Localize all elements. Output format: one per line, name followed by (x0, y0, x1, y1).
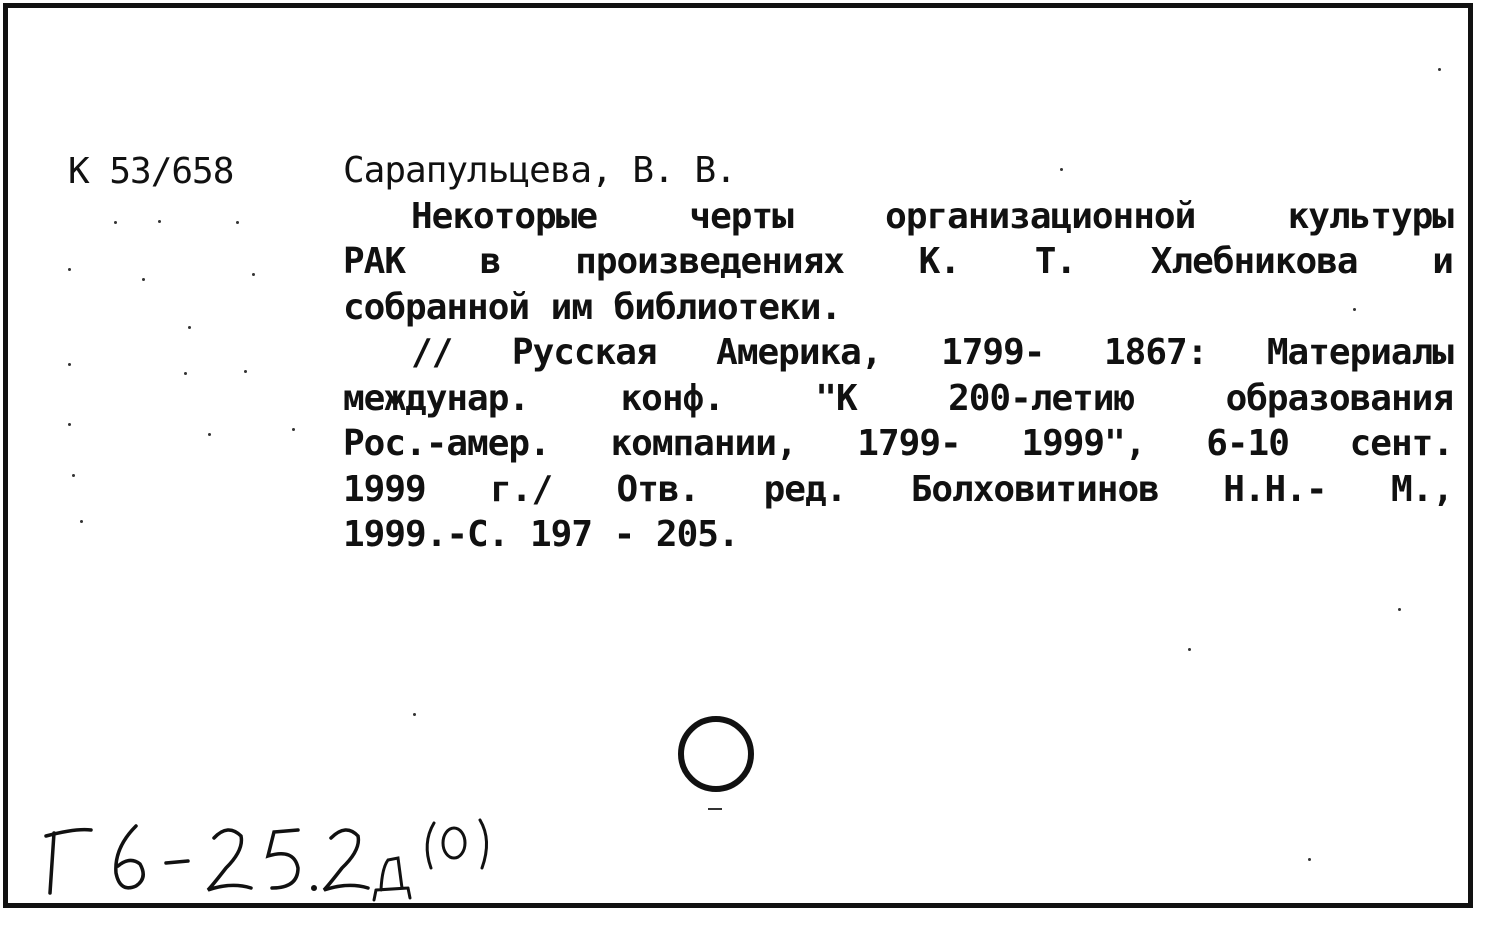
source-word: 1867: (1103, 332, 1208, 373)
source-word: "К (815, 377, 857, 419)
title-word: организационной (885, 195, 1196, 237)
scan-speck (1353, 308, 1356, 311)
source-word: Америка, (716, 332, 882, 373)
scan-speck (68, 268, 71, 271)
title-line (343, 239, 1453, 285)
source-word: Русская (511, 332, 657, 373)
source-word: - (613, 514, 635, 555)
source-line (343, 421, 1453, 467)
source-word: 1999.-С. (343, 514, 509, 555)
scan-speck (413, 713, 416, 716)
source-block (343, 330, 1453, 558)
scan-speck (72, 474, 75, 477)
scan-speck (292, 428, 295, 431)
title-block (343, 194, 1453, 331)
source-word: Рос.-амер. (343, 423, 550, 464)
source-line (343, 467, 1453, 513)
source-word: г./ (490, 468, 553, 510)
handwritten-classification-code (36, 808, 556, 903)
scan-speck (142, 278, 145, 281)
title-word: черты (689, 195, 793, 237)
shelfmark: К 53/658 (68, 151, 234, 192)
scan-speck (208, 433, 211, 436)
title-word: РАК (343, 241, 406, 282)
source-word: Материалы (1266, 332, 1453, 373)
source-word: 200-летию (948, 377, 1135, 419)
scan-speck (252, 273, 255, 276)
scan-speck (1308, 858, 1311, 861)
title-word: им (550, 286, 593, 328)
source-line (343, 330, 1453, 376)
source-line (343, 376, 1453, 422)
source-word: 1799- (941, 332, 1045, 373)
source-word: образования (1225, 377, 1453, 419)
scan-speck (68, 363, 71, 366)
title-line (343, 285, 1453, 331)
source-word: 205. (655, 514, 739, 555)
scan-speck (184, 372, 187, 375)
author-line: Сарапульцева, В. В. (343, 150, 736, 191)
source-line (343, 512, 1453, 558)
source-word: 197 (529, 514, 593, 555)
scan-speck (1398, 608, 1401, 611)
source-word: Н.Н.- (1223, 468, 1327, 510)
source-word: Болховитинов (910, 468, 1159, 510)
source-word: междунар. (343, 377, 530, 419)
source-word: 6-10 (1206, 423, 1289, 464)
source-word: Отв. (616, 468, 700, 510)
source-word: 1999", (1021, 423, 1146, 464)
scan-speck (188, 326, 191, 329)
source-word: сент. (1349, 423, 1453, 464)
scan-speck (1060, 168, 1063, 171)
source-word: ред. (763, 468, 847, 510)
title-word: культуры (1287, 195, 1453, 237)
scan-speck (1188, 648, 1191, 651)
title-word: библиотеки. (613, 286, 842, 328)
punch-hole (678, 716, 754, 792)
source-word: компании, (610, 423, 797, 464)
title-word: Хлебникова (1150, 241, 1358, 282)
scan-speck (708, 808, 722, 810)
title-word: Некоторые (411, 195, 598, 237)
title-line (343, 194, 1453, 240)
scan-speck (236, 221, 239, 224)
title-word: в (479, 241, 501, 282)
source-word: конф. (620, 377, 724, 419)
title-word: собранной (343, 286, 530, 328)
scan-speck (114, 221, 117, 224)
scan-speck (1438, 68, 1441, 71)
title-word: Т. (1034, 241, 1077, 282)
catalog-card (3, 3, 1473, 908)
scan-speck (244, 370, 247, 373)
scan-speck (158, 220, 161, 223)
scan-speck (80, 520, 83, 523)
title-word: К. (918, 241, 960, 282)
source-word: // (411, 332, 453, 373)
source-word: 1999 (343, 468, 426, 510)
bibliographic-entry (343, 148, 1453, 558)
title-word: и (1432, 241, 1453, 282)
title-word: произведениях (575, 241, 844, 282)
scan-speck (68, 423, 71, 426)
source-word: 1799- (857, 423, 961, 464)
source-word: М., (1390, 468, 1453, 510)
